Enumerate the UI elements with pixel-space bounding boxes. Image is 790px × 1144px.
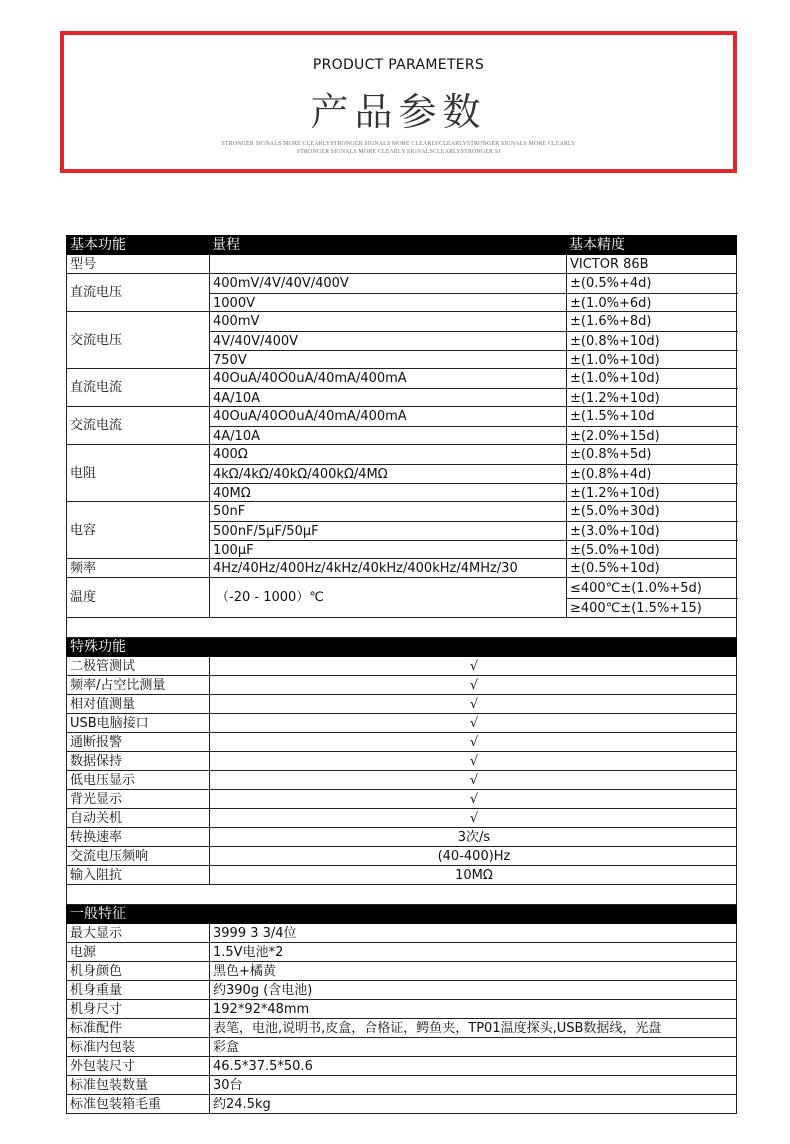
special-row [66,771,737,790]
range-value: 50nF [209,502,566,521]
general-feature-name: 机身尺寸 [70,1001,123,1017]
general-feature-value: 30台 [209,1076,738,1094]
general-row [66,1057,737,1076]
range-value: 40MΩ [209,483,566,502]
general-feature-name: 最大显示 [70,925,123,941]
general-row [66,1000,737,1019]
special-feature-name: 数据保持 [70,753,123,769]
range-value: 4kΩ/4kΩ/40kΩ/400kΩ/4MΩ [209,464,566,483]
range-value: 100μF [209,540,566,559]
tagline-line-1: STRONGER SIGNALS MORE CLEARLYSTRONGER SIGNALS MORE CLEARLYCLEARLYSTRONGER SIGNALS MORE CLEARLY [221,141,576,147]
general-feature-name: 机身重量 [70,982,123,998]
measurement-group-3 [66,369,737,407]
measurement-group-2 [66,312,737,369]
special-feature-name: 交流电压频响 [70,848,149,864]
general-row [66,1038,737,1057]
special-feature-name: 相对值测量 [70,696,136,712]
general-feature-value: 192*92*48mm [209,1000,738,1018]
accuracy-value: ±(1.0%+6d) [566,293,738,312]
accuracy-value: ±(3.0%+10d) [566,521,738,540]
range-value: 4A/10A [209,388,566,407]
accuracy-value: ±(2.0%+15d) [566,426,738,445]
special-row [66,752,737,771]
group-name: 直流电流 [70,380,123,395]
measurement-group-1 [66,274,737,312]
general-row [66,1095,737,1114]
special-feature-name: 自动关机 [70,810,123,826]
parameters-table [66,235,737,1114]
general-feature-value: 表笔，电池,说明书,皮盒，合格证，鳄鱼夹，TP01温度探头,USB数据线，光盘 [209,1019,738,1037]
general-feature-value: 46.5*37.5*50.6 [209,1057,738,1075]
special-row [66,695,737,714]
range-value: 750V [209,350,566,369]
range-value: 4V/40V/400V [209,331,566,350]
special-row [66,733,737,752]
header-range: 量程 [212,237,240,253]
group-name: 直流电压 [70,285,123,300]
general-feature-name: 标准配件 [70,1020,123,1036]
basic-header-row [66,236,737,255]
accuracy-value: ±(5.0%+10d) [566,540,738,559]
special-feature-name: 频率/占空比测量 [70,677,166,693]
range-value: 4A/10A [209,426,566,445]
special-row [66,676,737,695]
temperature-accuracy: ≥400℃±(1.5%+15) [566,598,738,618]
general-feature-name: 标准内包装 [70,1039,136,1055]
special-feature-value: √ [209,733,738,751]
general-feature-name: 标准包装数量 [70,1077,149,1093]
title-chinese: 产品参数 [310,90,487,134]
general-row [66,962,737,981]
special-header-row [66,638,737,657]
accuracy-value: ±(1.5%+10d [566,407,738,426]
general-feature-name: 机身颜色 [70,963,123,979]
model-value: VICTOR 86B [566,255,738,273]
general-header-row [66,905,737,924]
accuracy-value: ±(5.0%+30d) [566,502,738,521]
general-feature-value: 约390g (含电池) [209,981,738,999]
title-english: PRODUCT PARAMETERS [312,57,485,73]
general-feature-value: 彩盒 [209,1038,738,1056]
special-feature-value: 10MΩ [209,866,738,884]
general-feature-name: 电源 [70,944,97,960]
general-feature-value: 1.5V电池*2 [209,943,738,961]
special-feature-value: √ [209,695,738,713]
special-feature-value: 3次/s [209,828,738,846]
accuracy-value: ±(0.5%+10d) [566,559,738,578]
accuracy-value: ±(0.8%+4d) [566,464,738,483]
special-feature-name: 输入阻抗 [70,867,123,883]
general-row [66,924,737,943]
accuracy-value: ±(1.6%+8d) [566,312,738,331]
measurement-group-4 [66,407,737,445]
accuracy-value: ±(1.2%+10d) [566,388,738,407]
general-feature-name: 标准包装箱毛重 [70,1096,162,1112]
range-value: 4Hz/40Hz/400Hz/4kHz/40kHz/400kHz/4MHz/30 [209,559,566,578]
range-value: 500nF/5μF/50μF [209,521,566,540]
general-feature-value: 黑色+橘黄 [209,962,738,980]
title-banner [60,31,737,173]
header-accuracy: 基本精度 [569,237,625,253]
special-feature-value: √ [209,657,738,675]
special-row [66,714,737,733]
general-feature-value: 3999 3 3/4位 [209,924,738,942]
group-name: 电阻 [70,465,97,481]
general-feature-name: 外包装尺寸 [70,1058,136,1074]
range-value: 40OuA/40O0uA/40mA/400mA [209,369,566,388]
general-header: 一般特征 [70,906,126,922]
special-feature-value: √ [209,809,738,827]
temperature-row [66,578,737,618]
tagline-line-2: STRONGER SIGNALS MORE CLEARLY SIGNALSCLEARLYSTRONGER SI [296,149,501,155]
accuracy-value: ±(0.5%+4d) [566,274,738,293]
special-row [66,657,737,676]
special-feature-name: 二极管测试 [70,658,136,674]
special-header: 特殊功能 [70,639,126,655]
model-range-empty [209,255,566,273]
special-feature-name: 低电压显示 [70,772,136,788]
spacer-row [66,618,737,638]
general-row [66,981,737,1000]
special-row [66,790,737,809]
group-name: 电容 [70,522,97,538]
group-name: 交流电流 [70,418,123,433]
general-row [66,1019,737,1038]
accuracy-value: ±(1.2%+10d) [566,483,738,502]
accuracy-value: ±(0.8%+10d) [566,331,738,350]
range-value: 1000V [209,293,566,312]
special-row [66,809,737,828]
range-value: 400mV [209,312,566,331]
special-feature-name: USB电脑接口 [70,715,149,731]
measurement-group-7 [66,559,737,578]
model-row [66,255,737,274]
accuracy-value: ±(1.0%+10d) [566,350,738,369]
header-function: 基本功能 [70,237,126,253]
special-row [66,847,737,866]
range-value: 40OuA/40O0uA/40mA/400mA [209,407,566,426]
special-row [66,828,737,847]
general-row [66,1076,737,1095]
special-feature-name: 背光显示 [70,791,123,807]
accuracy-value: ±(1.0%+10d) [566,369,738,388]
special-feature-name: 转换速率 [70,829,123,845]
temperature-accuracy: ≤400℃±(1.0%+5d) [566,578,738,598]
general-feature-value: 约24.5kg [209,1095,738,1113]
temperature-range: （-20 - 1000）℃ [209,578,566,617]
special-feature-value: √ [209,676,738,694]
special-row [66,866,737,885]
group-name: 交流电压 [70,332,123,348]
special-feature-value: √ [209,790,738,808]
accuracy-value: ±(0.8%+5d) [566,445,738,464]
measurement-group-5 [66,445,737,502]
general-row [66,943,737,962]
measurement-group-6 [66,502,737,559]
range-value: 400Ω [209,445,566,464]
special-feature-name: 通断报警 [70,734,123,750]
special-feature-value: √ [209,714,738,732]
model-label: 型号 [70,256,97,272]
special-feature-value: √ [209,771,738,789]
range-value: 400mV/4V/40V/400V [209,274,566,293]
special-feature-value: √ [209,752,738,770]
special-feature-value: (40-400)Hz [209,847,738,865]
spacer-row [66,885,737,905]
group-name: 频率 [70,560,97,576]
temperature-label: 温度 [70,590,97,605]
